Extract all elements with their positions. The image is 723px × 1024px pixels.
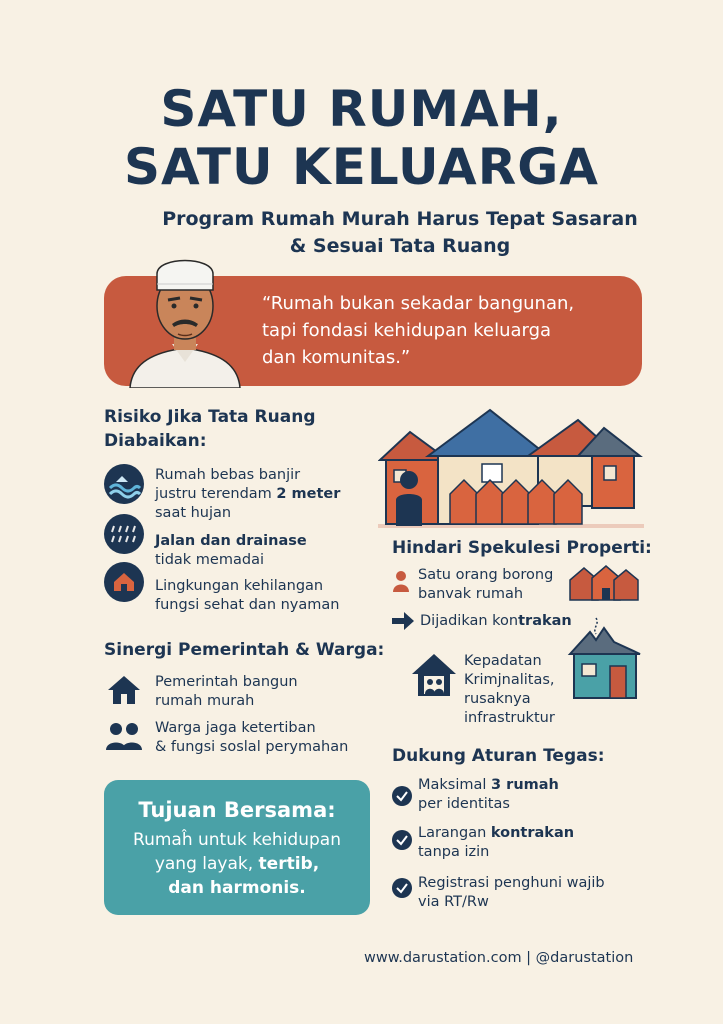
arrow-right-icon: [392, 612, 414, 630]
risk-item-1: [155, 466, 340, 523]
rule-item-2: [418, 824, 574, 862]
small-houses-icon: [568, 562, 640, 602]
goal-line-2-bold: tertib,: [258, 854, 320, 874]
synergy-item-1-line-2: rumah murah: [155, 693, 255, 709]
person-icon: [392, 570, 410, 592]
rule-item-3: [418, 874, 605, 912]
speculation-item-1-line-2: banvak rumah: [418, 586, 524, 602]
synergy-item-2-line-1: Warga jaga ketertiban: [155, 720, 316, 736]
speculation-item-2-bold: trakan: [518, 613, 572, 629]
title-line-1: SATU RUMAH,: [160, 80, 563, 138]
subtitle-line-1: Program Rumah Murah Harus Tepat Sasaran: [162, 208, 638, 230]
synergy-item-1-line-1: Pemerintah bangun: [155, 674, 298, 690]
rule-item-2-text: Larangan: [418, 825, 491, 841]
goal-line-3: dan harmonis.: [168, 878, 306, 898]
risk-item-3: [155, 577, 339, 615]
speculation-item-2: [420, 612, 572, 631]
synergy-heading: Sinergi Pemerintah & Warga:: [104, 640, 385, 660]
page-title: [0, 80, 723, 196]
speculation-item-1-line-1: Satu orang borong: [418, 567, 554, 583]
check-icon: [392, 878, 412, 898]
rule-item-1: [418, 776, 559, 814]
flood-icon: [104, 464, 144, 504]
goal-line-2: yang layak,: [154, 854, 259, 874]
risks-heading-line-1: Risiko Jika Tata Ruang: [104, 407, 316, 427]
risks-heading: [104, 405, 316, 453]
risk-item-2-bold: Jalan dan drainase: [155, 533, 307, 549]
risk-item-2: [155, 532, 307, 570]
rule-item-1-text: Maksimal: [418, 777, 492, 793]
risk-item-1-line-2: justru terendam: [155, 486, 277, 502]
speculation-heading: Hindari Spekulesi Properti:: [392, 538, 652, 558]
speculation-item-3: [464, 652, 555, 728]
footer-credit[interactable]: www.darustation.com | @darustation: [364, 950, 634, 966]
goal-text: [104, 828, 370, 900]
people-icon: [104, 718, 144, 754]
risk-item-1-line-3: saat hujan: [155, 505, 232, 521]
goal-title: Tujuan Bersama:: [138, 798, 336, 822]
risk-item-2-line-2: tidak memadai: [155, 552, 264, 568]
house-community-icon: [410, 652, 458, 698]
risks-heading-line-2: Diabaikan:: [104, 431, 207, 451]
risk-item-3-line-2: fungsi sehat dan nyaman: [155, 597, 340, 613]
synergy-item-1: [155, 673, 298, 711]
quote-line-1: “Rumah bukan sekadar bangunan,: [262, 293, 575, 314]
speculation-item-2-text: Dijadikan kon: [420, 613, 519, 629]
speculation-item-1: [418, 566, 553, 604]
speculation-item-3-line-3: rusaknya: [464, 691, 531, 707]
rule-item-1-bold: 3 rumah: [491, 777, 559, 793]
speculation-item-3-line-4: infrastruktur: [464, 710, 555, 726]
synergy-item-2: [155, 719, 348, 757]
risk-item-3-line-1: Lingkungan kehilangan: [155, 578, 324, 594]
houses-illustration-icon: [378, 400, 644, 530]
risk-item-1-bold: 2 meter: [276, 486, 341, 502]
quote-text: [262, 290, 632, 371]
rule-item-1-line-2: per identitas: [418, 796, 510, 812]
rule-item-2-line-2: tanpa izin: [418, 844, 490, 860]
rule-item-3-line-2: via RT/Rw: [418, 894, 489, 910]
check-icon: [392, 786, 412, 806]
quote-line-2: tapi fondasi kehidupan keluarga: [262, 320, 552, 341]
title-line-2: SATU KELUARGA: [124, 138, 599, 196]
synergy-item-2-line-2: & fungsi soslal perymahan: [155, 739, 349, 755]
rain-icon: [104, 514, 144, 554]
man-portrait-icon: [110, 244, 260, 388]
house-circle-icon: [104, 562, 144, 602]
speculation-item-3-line-2: Krimjnalitas,: [464, 672, 555, 688]
damaged-house-icon: [566, 614, 644, 700]
rule-item-3-line-1: Registrasi penghuni wajib: [418, 875, 605, 891]
home-icon: [104, 672, 144, 708]
rule-item-2-bold: kontrakan: [490, 825, 575, 841]
speculation-item-3-line-1: Kepadatan: [464, 653, 542, 669]
rules-heading: Dukung Aturan Tegas:: [392, 746, 605, 766]
check-icon: [392, 830, 412, 850]
goal-line-1: Rumaĥ untuk kehidupan: [133, 830, 341, 850]
subtitle-line-2: & Sesuai Tata Ruang: [289, 235, 511, 257]
quote-line-3: dan komunitas.”: [262, 347, 411, 368]
risk-item-1-line-1: Rumah bebas banjir: [155, 467, 301, 483]
